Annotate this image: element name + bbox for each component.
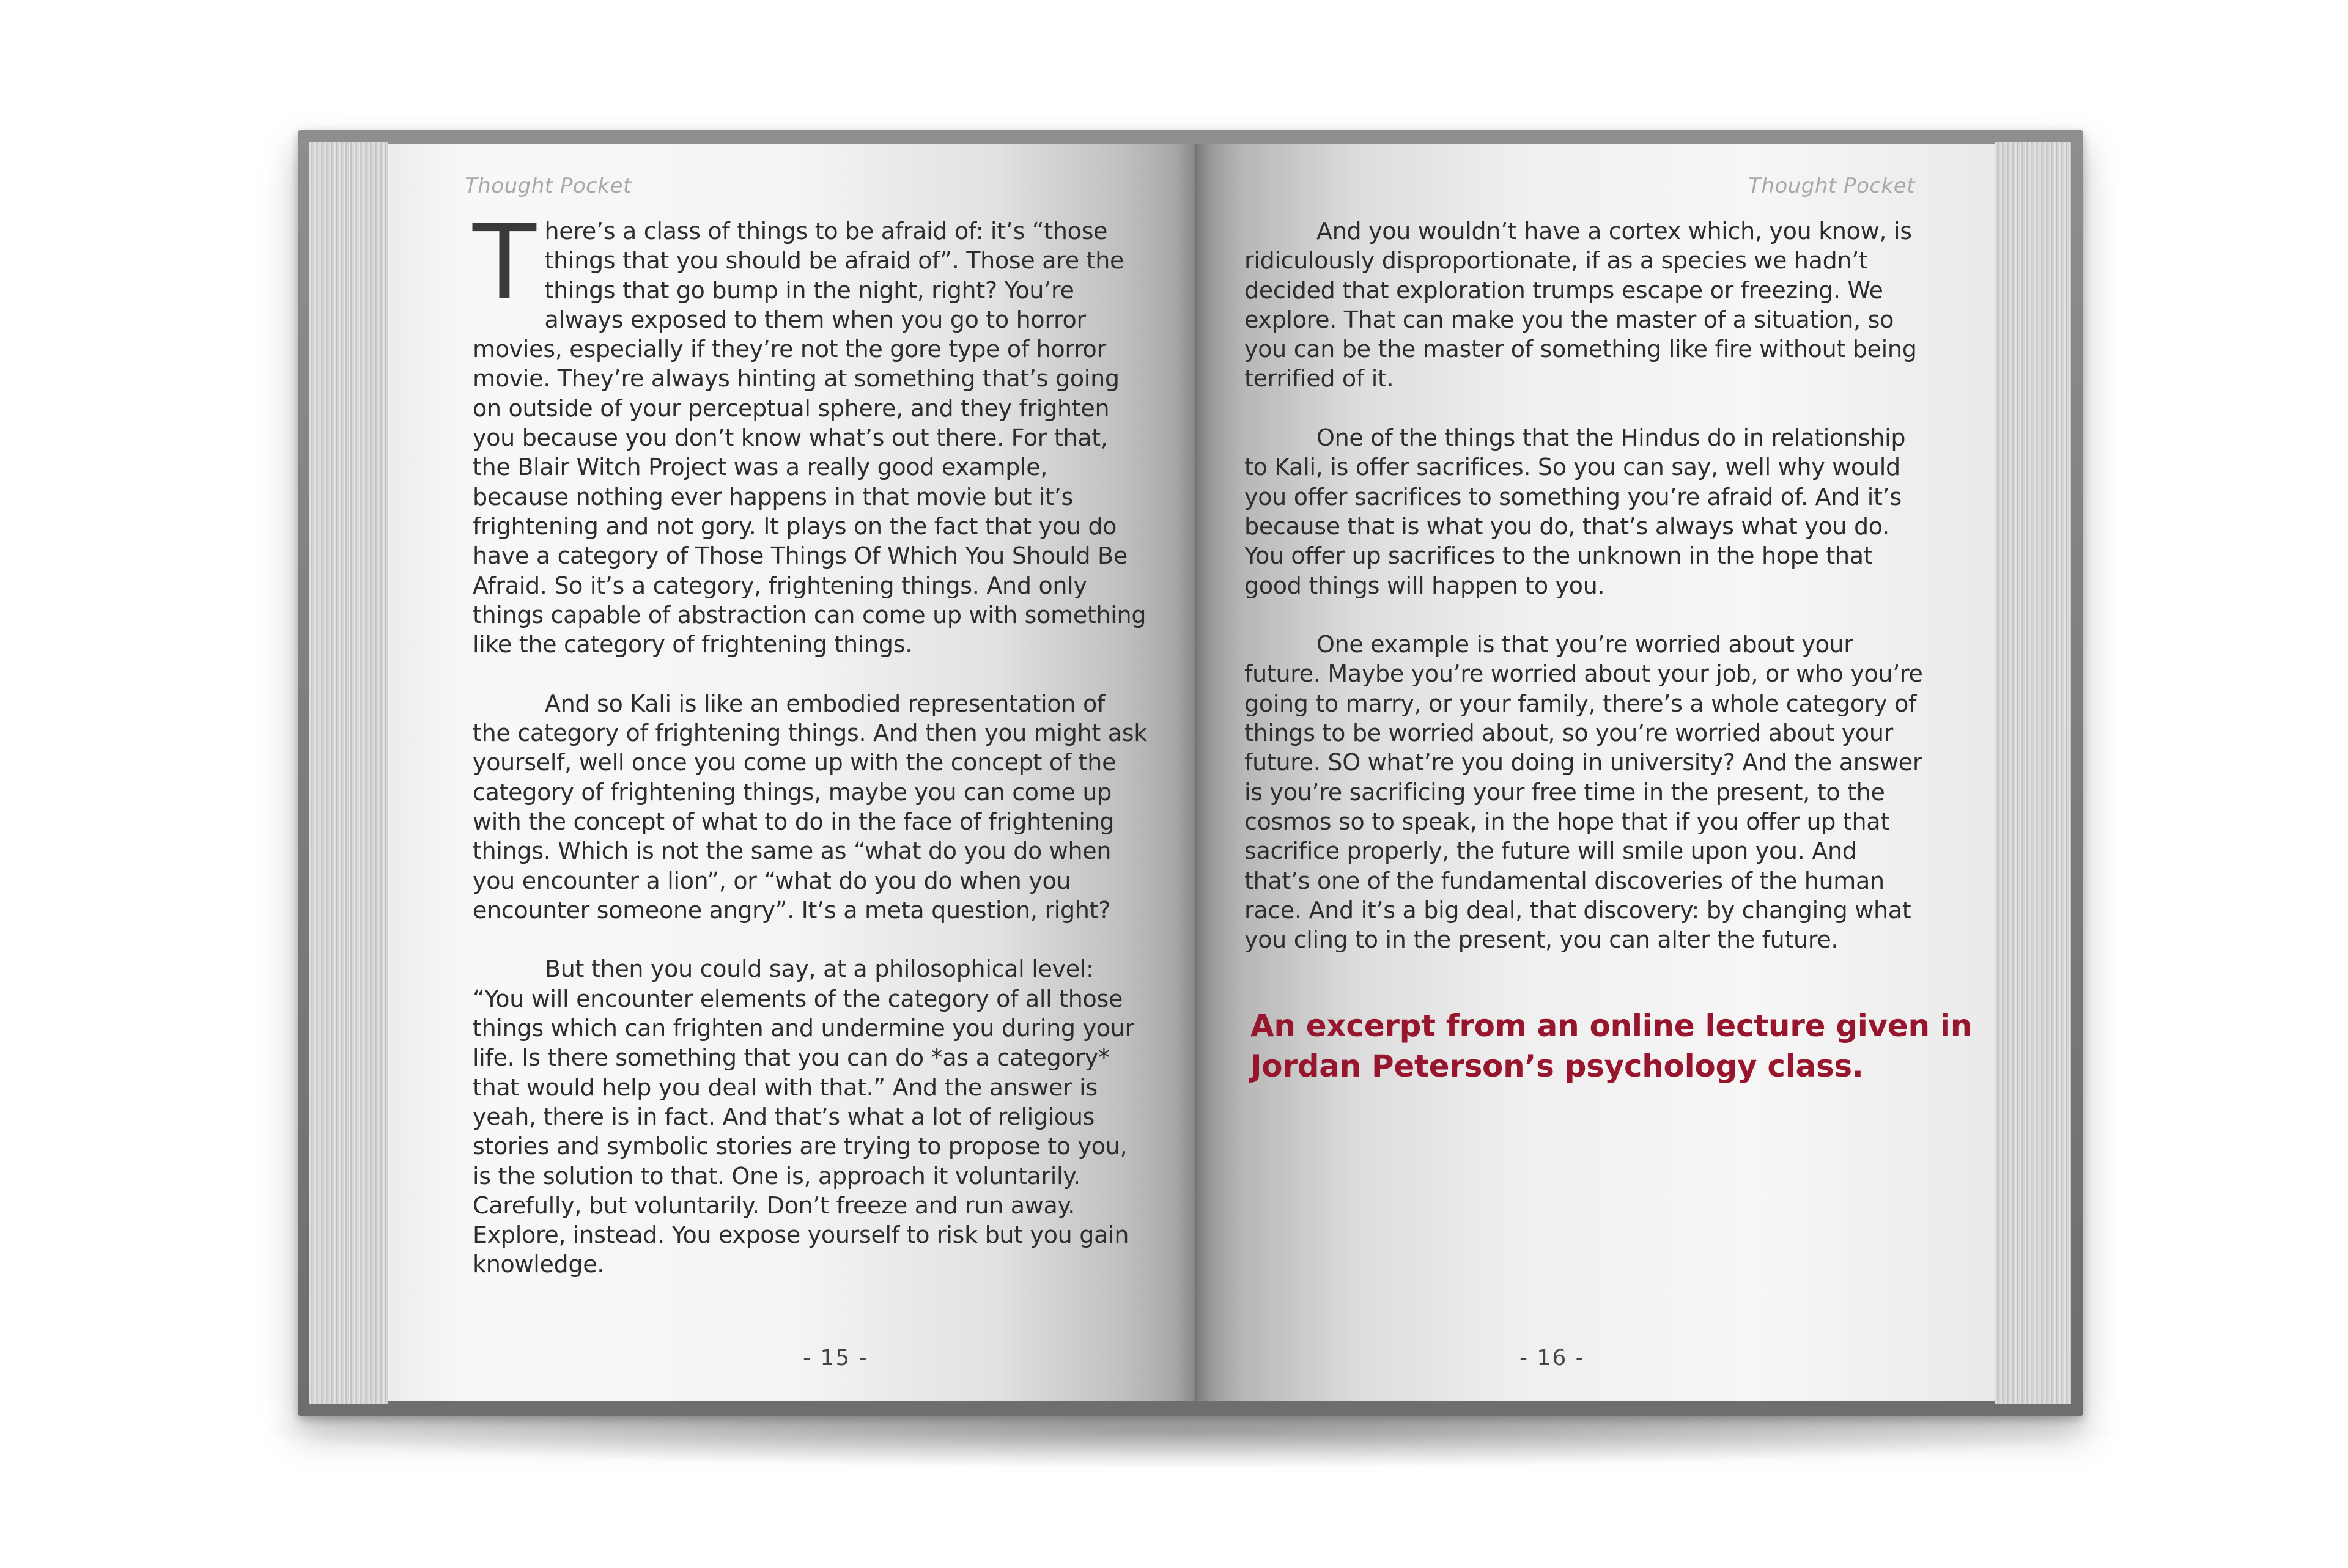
left-paragraph-2: And so Kali is like an embodied representation of the category of frightening things. And then you might ask yourself, well once you come up with the concept of the category of frightening things, maybe you can come up with the concept of what to do in the face of frightening things. Which is not the same as “what do you do when you encounter a lion”, or “what do you do when you encounter someone angry”. It’s a meta question, right?	[473, 690, 1147, 924]
left-page-edges	[309, 142, 388, 1404]
right-paragraph-3: One example is that you’re worried about your future. Maybe you’re worried about your job, or who you’re going to marry, or your family, there’s a whole category of things to be worried about, so you’re worried about your future. SO what’re you doing in university? And the answer is you’re sacrificing your free time in the present, to the cosmos so to speak, in the hope that if you offer up that sacrifice properly, the future will smile upon you. And that’s one of the fundamental discoveries of the human race. And it’s a big deal, that discovery: by changing what you cling to in the present, you can alter the future.	[1244, 631, 1923, 954]
running-head-right: Thought Pocket	[1748, 174, 1915, 198]
right-page-text	[1244, 216, 1923, 984]
page-number-right: - 16 -	[1519, 1345, 1585, 1371]
excerpt-caption: An excerpt from an online lecture given in Jordan Peterson’s psychology class.	[1250, 1008, 1973, 1084]
drop-cap: T	[473, 202, 536, 323]
right-paragraph-2: One of the things that the Hindus do in relationship to Kali, is offer sacrifices. So you can say, well why would you offer sacrifices to something you’re afraid of. And it’s because that is what you do, that’s always what you do. You offer up sacrifices to the unknown in the hope that good things will happen to you.	[1244, 424, 1906, 599]
book-gutter	[1177, 144, 1214, 1401]
left-page-text	[473, 202, 1148, 1309]
right-page-edges	[1995, 142, 2071, 1404]
left-page	[388, 144, 1195, 1401]
left-paragraph-1-text: here’s a class of things to be afraid of: it’s “those things that you should be afraid of”. Those are the things that go bump in the night, right? You’re always exposed to them when you go to horror movies, especially if they’re not the gore type of horror movie. They’re always hinting at something that’s going on outside of your perceptual sphere, and they frighten you because you don’t know what’s out there. For that, the Blair Witch Project was a really good example, because nothing ever happens in that movie but it’s frightening and not gory. It plays on the fact that you do have a category of Those Things Of Which You Should Be Afraid. So it’s a category, frightening things. And only things capable of abstraction can come up with something like the category of frightening things.	[473, 218, 1146, 658]
left-paragraph-3: But then you could say, at a philosophical level: “You will encounter elements of the category of all those things which can frighten and undermine you during your life. Is there something that you can do *as a category* that would help you deal with that.” And the answer is yeah, there is in fact. And that’s what a lot of religious stories and symbolic stories are trying to propose to you, is the solution to that. One is, approach it voluntarily. Carefully, but voluntarily. Don’t freeze and run away. Explore, instead. You expose yourself to risk but you gain knowledge.	[473, 955, 1134, 1278]
running-head-left: Thought Pocket	[465, 174, 632, 198]
left-paragraph-1	[473, 202, 1148, 659]
right-page	[1195, 144, 1995, 1401]
right-paragraph-1: And you wouldn’t have a cortex which, you know, is ridiculously disproportionate, if as a species we hadn’t decided that exploration trumps escape or freezing. We explore. That can make you the master of a situation, so you can be the master of something like fire without being terrified of it.	[1244, 218, 1917, 392]
page-number-left: - 15 -	[803, 1345, 868, 1371]
